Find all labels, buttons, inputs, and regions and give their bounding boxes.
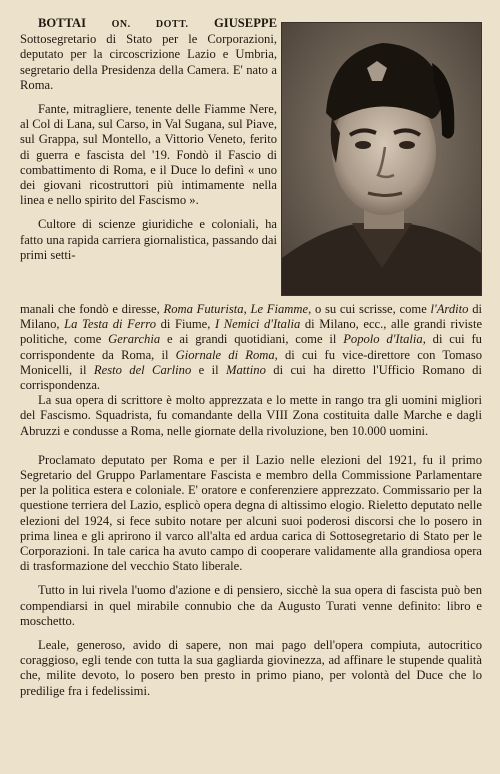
- p3-text-7: e ai grandi quotidiani, come il: [160, 332, 344, 347]
- p3-text-6: di Milano, ecc., alle grandi riviste politiche, come: [20, 317, 483, 347]
- p3-text-11: di cui ha diretto l'Ufficio Romano di corrispondenza.: [20, 362, 482, 393]
- bio-paragraph-4: La sua opera di scrittore è molto apprezzata e lo mette in rango tra gli uomini migliori del Fascismo. Squadrista, fu comandante della VIII Zona costituita dalle Marche e dagli Abruzzi e condusse a Roma, nelle giornate della rivoluzione, ben 10.000 uomini.: [20, 393, 482, 438]
- publication-ardito: l'Ardito: [430, 302, 469, 316]
- publication-le-fiamme: Le Fiamme: [250, 302, 309, 316]
- p3-text-1: manali che fondò e diresse,: [20, 302, 164, 316]
- bio-paragraph-2: Fante, mitragliere, tenente delle Fiamme Nere, al Col di Lana, sul Carso, in Val Sugana, sul Piave, sul Grappa, sul Montello, a Vittorio Veneto, ferito di guerra e fascista del '19. Fondò il Fascio di combattimento di Roma, e il Duce lo definì « uno dei giovani ricostruttori più intimamente nella linea e nello spirito del Fascismo ».: [20, 102, 277, 208]
- portrait-image: [282, 23, 481, 295]
- paragraph-1-text: Sottosegretario di Stato per le Corporazioni, deputato per la circoscrizione Lazio e Umbria, segretario della Presidenza della Camera. E' nato a Roma.: [20, 32, 277, 92]
- p3-text-2: ,: [243, 302, 251, 316]
- p3-text-8: , di cui fu corrispondente da Roma, il: [20, 332, 482, 362]
- bio-top-column: [20, 16, 277, 263]
- p3-text-9: , di cui fu vice-direttore con Tomaso Monicelli, il: [20, 347, 483, 377]
- bio-paragraph-3b: [20, 302, 482, 393]
- p3-text-4: di Milano,: [20, 302, 482, 332]
- publication-gerarchia: Gerarchia: [108, 332, 161, 347]
- publication-testa-di-ferro: La Testa di Ferro: [64, 317, 157, 332]
- bio-paragraph-3a: Cultore di scienze giuridiche e coloniali, ha fatto una rapida carriera giornalistica, passando dai primi setti-: [20, 217, 278, 262]
- p3-text-3: , o su cui scrisse, come: [308, 302, 431, 316]
- publication-roma-futurista: Roma Futurista: [163, 302, 244, 316]
- bio-full-column: [20, 302, 482, 699]
- publication-nemici-italia: I Nemici d'Italia: [214, 317, 301, 332]
- subject-title: ON. DOTT.: [111, 19, 189, 30]
- portrait-photo: [281, 22, 482, 296]
- publication-popolo-italia: Popolo d'Italia: [343, 332, 423, 347]
- publication-resto-del-carlino: Resto del Carlino: [93, 362, 192, 377]
- subject-surname: BOTTAI: [38, 16, 87, 30]
- publication-giornale-di-roma: Giornale di Roma: [175, 347, 275, 362]
- bio-paragraph-7: Leale, generoso, avido di sapere, non mai pago dell'opera compiuta, autocritico coraggioso, egli tende con tutta la sua gagliarda giovinezza, ad affinare le stupende qualità che, milite devoto, lo posero ben presto in primo piano, per volontà del Duce che lo predilige fra i fedelissimi.: [20, 638, 482, 698]
- bio-paragraph-1: [20, 16, 277, 93]
- p3-text-5: di Fiume,: [156, 317, 215, 332]
- bio-paragraph-6: Tutto in lui rivela l'uomo d'azione e di pensiero, sicchè la sua opera di fascista può ben compendiarsi in quel mirabile connubio che da Augusto Turati venne definito: libro e moschetto.: [20, 583, 482, 628]
- publication-mattino: Mattino: [226, 362, 266, 377]
- subject-firstname: GIUSEPPE: [214, 16, 277, 30]
- p3-text-10: e il: [191, 362, 227, 377]
- bio-paragraph-5: Proclamato deputato per Roma e per il Lazio nelle elezioni del 1921, fu il primo Segretario del Gruppo Parlamentare Fascista e membro della Commissione Parlamentare per la politica estera e coloniale. E' oratore e conferenziere apprezzato. Commissario per la questione terriera del Lazio, esplicò opera degna di altissimo elogio. Rieletto deputato nelle elezioni del 1924, si fece subito notare per alcuni suoi poderosi discorsi che lo posero in prima linea e gli aprirono il varco all'alta ed ardua carica di Sottosegretario di Stato per le Corporazioni. In tale carica ha avuto campo di cooperare validamente alla grandiosa opera di trasformazione del vecchio Stato liberale.: [20, 452, 482, 574]
